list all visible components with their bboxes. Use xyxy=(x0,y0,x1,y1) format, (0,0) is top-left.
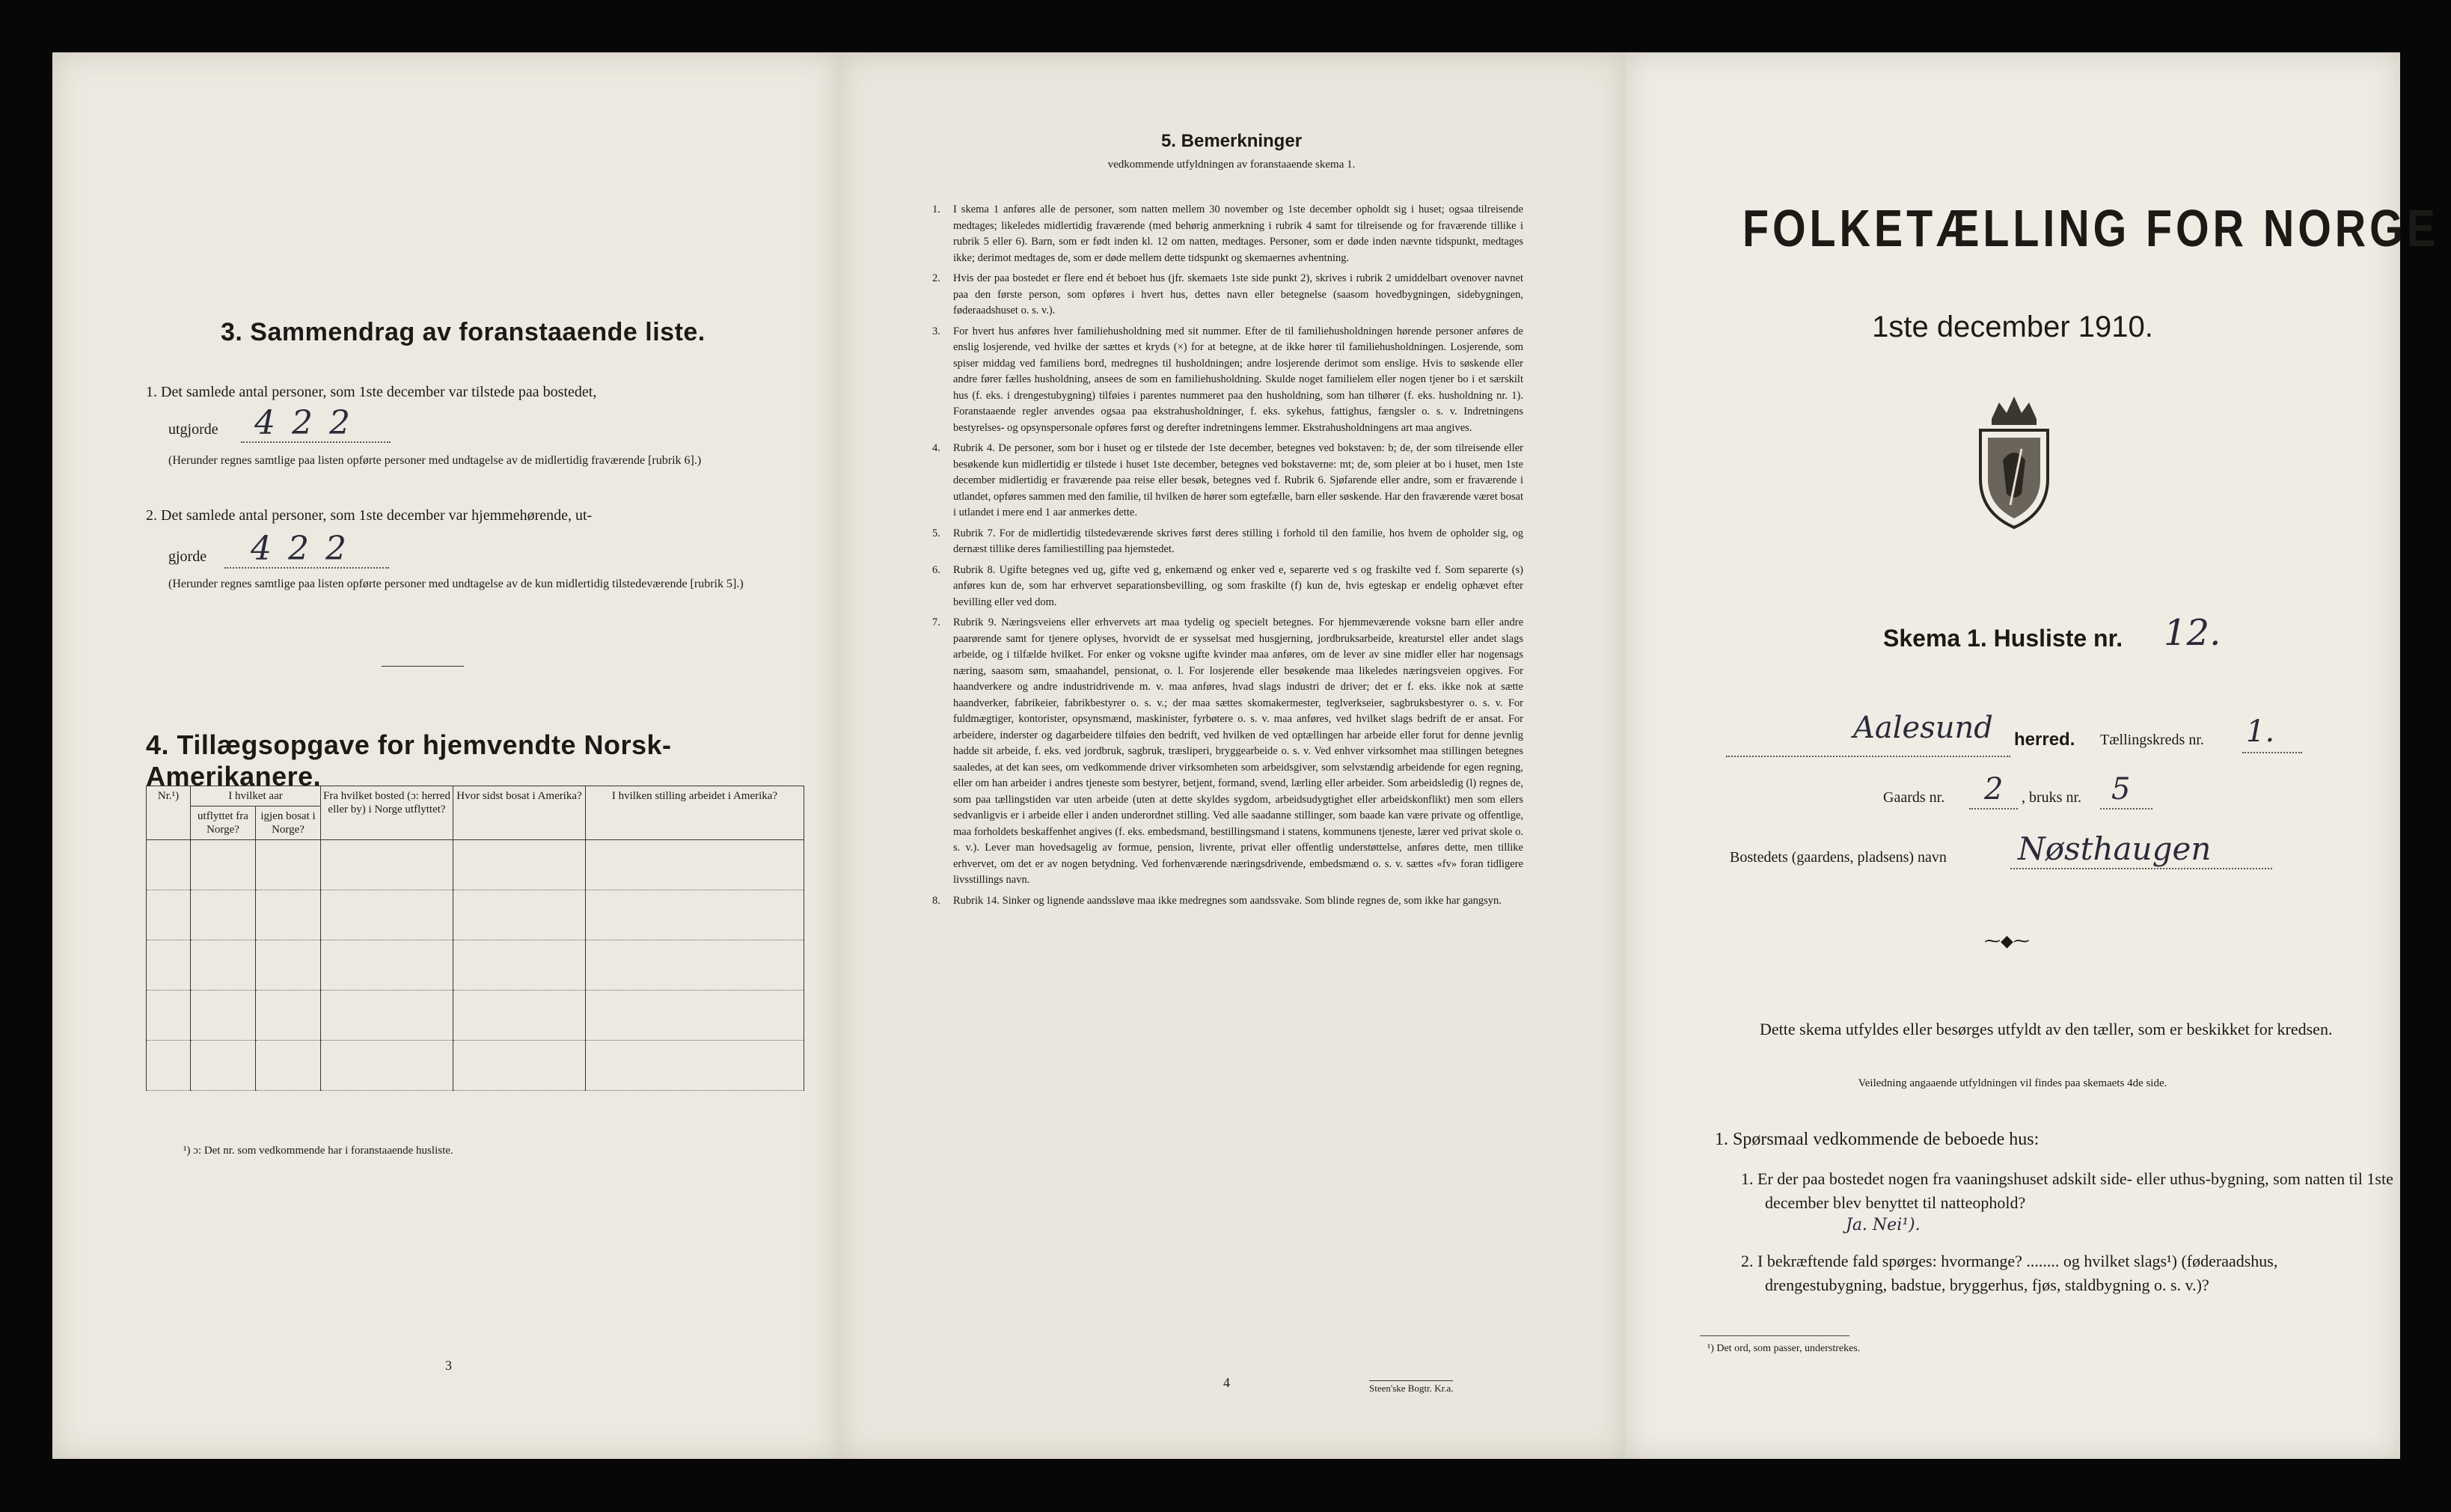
bemerkning-text: Hvis der paa bostedet er flere end ét beboet hus (jfr. skemaets 1ste side punkt 2), skrives i rubrik 2 umiddelbart ovenover navnet paa den første person, som opføres i hvert hus, dettes navn eller betegnelse (saasom hovedbygningen, sidebygningen, føderaadshuset o. s. v.). xyxy=(953,272,1523,316)
herred-value: Aalesund xyxy=(1853,711,1993,745)
table-row xyxy=(147,840,804,890)
kreds-label: Tællingskreds nr. xyxy=(2100,732,2204,748)
skema-value: 12. xyxy=(2164,612,2221,654)
bemerkning-number: 1. xyxy=(932,203,940,215)
header-col3: Fra hvilket bosted (ɔ: herred eller by) i Norge utflyttet? xyxy=(321,786,453,840)
item2-value: 4 2 2 xyxy=(251,530,349,568)
bosted-line xyxy=(2010,868,2272,869)
section4-title: 4. Tillægsopgave for hjemvendte Norsk-Amerikanere. xyxy=(146,729,672,792)
question-2: 2. I bekræftende fald spørges: hvormange? ........ og hvilket slags¹) (føderaadshus, drengestubygning, badstue, bryggerhus, fjøs, staldbygning o. s. v.)? xyxy=(1741,1252,2278,1294)
header-col5: I hvilken stilling arbeidet i Amerika? xyxy=(586,786,804,840)
item2-note: (Herunder regnes samtlige paa listen opførte personer med undtagelse av de kun midlertidig tilstedeværende [rubrik 5].) xyxy=(168,578,744,590)
skema-label: Skema 1. Husliste nr. xyxy=(1883,625,2123,652)
bemerkning-item xyxy=(932,563,1523,611)
herred-label: herred. xyxy=(2014,729,2075,750)
bemerkninger-list xyxy=(932,202,1523,913)
item1-text: 1. Det samlede antal personer, som 1ste december var tilstede paa bostedet, xyxy=(146,384,597,400)
intro-note: Veiledning angaaende utfyldningen vil findes paa skemaets 4de side. xyxy=(1858,1077,2167,1089)
bemerkning-number: 8. xyxy=(932,894,940,907)
main-title: FOLKETÆLLING FOR NORGE xyxy=(1742,199,2439,257)
gaards-line xyxy=(1969,808,2018,809)
bosted-value: Nøsthaugen xyxy=(2018,830,2212,867)
kreds-line xyxy=(2242,752,2302,753)
item1-note: (Herunder regnes samtlige paa listen opførte personer med undtagelse av de midlertidig fraværende [rubrik 6].) xyxy=(168,454,702,467)
bosted-label: Bostedets (gaardens, pladsens) navn xyxy=(1730,849,1947,866)
bruks-line xyxy=(2100,808,2152,809)
bemerkning-item xyxy=(932,324,1523,437)
bemerkning-text: Rubrik 4. De personer, som bor i huset og er tilstede der 1ste december, betegnes ved bokstaven: b; de, der som tilreisende eller besøkende kun midlertidig er tilstede i huset 1ste december, betegnes ved bokstaverne: mt; de, som pleier at bo i huset, men 1ste december midlertidig er fraværende paa reise eller besøk, betegnes ved f. Rubrik 6. Sjøfarende eller andre, som er fraværende i utlandet, opføres sammen med den familie, til hvilken de hører som egtefælle, barn eller søskende. Har den fraværende været bosat i utlandet i mere end 1 aar anmerkes dette. xyxy=(953,442,1523,518)
item1-line xyxy=(241,441,391,443)
bemerkning-number: 2. xyxy=(932,272,940,284)
divider xyxy=(382,666,464,667)
item2-line xyxy=(224,567,389,569)
table-row xyxy=(147,940,804,991)
coat-of-arms-icon xyxy=(1969,389,2059,531)
header-col1: utflyttet fra Norge? xyxy=(191,806,256,840)
printer-mark: Steen'ske Bogtr. Kr.a. xyxy=(1369,1380,1453,1395)
bemerkning-number: 6. xyxy=(932,563,940,576)
bruks-value: 5 xyxy=(2111,772,2131,806)
table-row xyxy=(147,1041,804,1091)
bemerkning-item xyxy=(932,271,1523,319)
header-group: I hvilket aar xyxy=(191,786,321,806)
ornament-icon: ⁓◆⁓ xyxy=(1984,931,2030,950)
q-heading: 1. Spørsmaal vedkommende de beboede hus: xyxy=(1715,1130,2040,1149)
gaards-label: Gaards nr. xyxy=(1883,789,1945,806)
page-number: 4 xyxy=(1223,1375,1230,1390)
item1-value: 4 2 2 xyxy=(254,404,353,442)
bemerkning-number: 4. xyxy=(932,442,940,454)
bemerkning-item xyxy=(932,526,1523,558)
section3-title: 3. Sammendrag av foranstaaende liste. xyxy=(221,318,706,346)
census-date: 1ste december 1910. xyxy=(1872,310,2153,343)
footnote: ¹) Det ord, som passer, understrekes. xyxy=(1707,1343,1861,1354)
bemerkning-item xyxy=(932,202,1523,266)
bemerkninger-subtitle: vedkommende utfyldningen av foranstaaende skema 1. xyxy=(1107,159,1356,171)
page-number: 3 xyxy=(445,1358,452,1373)
header-col2: igjen bosat i Norge? xyxy=(256,806,321,840)
item1-lead: utgjorde xyxy=(168,421,218,438)
table-row xyxy=(147,991,804,1041)
footnote: ¹) ɔ: Det nr. som vedkommende har i foranstaaende husliste. xyxy=(183,1145,453,1157)
intro-text: Dette skema utfyldes eller besørges utfyldt av den tæller, som er beskikket for kredsen. xyxy=(1760,1020,2333,1038)
bemerkning-text: Rubrik 7. For de midlertidig tilstedeværende skrives først deres stilling i forhold til den familie, hos hvem de opholder sig, og dernæst tillike deres familiestilling paa hjemstedet. xyxy=(953,527,1523,555)
kreds-value: 1. xyxy=(2246,714,2275,749)
q1-answer: Ja. Nei¹). xyxy=(1846,1216,1921,1234)
page-right xyxy=(1625,52,2439,1459)
bemerkning-item xyxy=(932,893,1523,910)
bemerkning-item xyxy=(932,441,1523,521)
norsk-amerikanere-table xyxy=(146,786,804,1091)
bemerkninger-title: 5. Bemerkninger xyxy=(1160,131,1303,151)
table-row xyxy=(147,890,804,940)
gaards-value: 2 xyxy=(1984,772,2004,806)
bemerkning-text: Rubrik 8. Ugifte betegnes ved ug, gifte ved g, enkemænd og enker ved e, separerte ved s og fraskilte ved f. Som separerte (s) anføres kun de, som har erhvervet separationsbevilling, og som fraskilte (f) kun de, hvis egteskap er endelig ophævet efter bevilling eller ved dom. xyxy=(953,563,1523,608)
bemerkning-number: 5. xyxy=(932,527,940,539)
bemerkning-text: I skema 1 anføres alle de personer, som natten mellem 30 november og 1ste december opholdt sig i huset; ogsaa tilreisende medtages; likeledes midlertidig fraværende (med behørig anmerkning i rubrik 4 samt for tilreisende og for fraværende tillike i rubrik 5 eller 6). Barn, som er født inden kl. 12 om natten, medtages. Personer, som er døde inden nævnte tidspunkt, medtages ikke; derimot medtages de, som er døde mellem dette tidspunkt og skemaernes avhentning. xyxy=(953,203,1523,264)
bemerkning-number: 3. xyxy=(932,325,940,337)
page-middle xyxy=(838,52,1625,1459)
header-nr: Nr.¹) xyxy=(147,786,191,840)
bemerkning-item xyxy=(932,615,1523,889)
item2-text: 2. Det samlede antal personer, som 1ste december var hjemmehørende, ut- xyxy=(146,507,593,524)
bemerkning-text: Rubrik 9. Næringsveiens eller erhvervets art maa tydelig og specielt betegnes. For hjemmeværende voksne barn eller andre paarørende samt for tjenere oplyses, hvorvidt de er sysselsat med husgjerning, jordbruksarbeide, kreaturstel eller andet slags arbeide, og i tilfælde hvilket. For enker og voksne ugifte kvinder maa anføres, om de lever av sine midler eller har nogensags næring, saasom søm, smaahandel, pensionat, o. l. For losjerende eller besøkende maa likeledes næringsveien opgives. For haandverkere og andre industridrivende m. v. maa anføres, hvad slags industri de driver; det er f. eks. ikke nok at sætte haandverker, fabrikeier, fabrikbestyrer o. s. v.; der maa sættes skomakermester, teglverkseier, sagbruksbestyrer o. s. v. For fuldmægtiger, kontorister, opsynsmænd, maskinister, fyrbøtere o. s. v. maa anføres, ved hvilket slags bedrift de er ansat. For arbeidere, inderster og dagarbeidere tilføies den bedrift, ved hvilken de ved optællingen har arbeide eller forut for denne jevnlig hadde sit arbeide, f. eks. ved jordbruk, sagbruk, træsliperi, bryggearbeide o. s. v. Ved enhver virksomhet maa stillingen betegnes saaledes, at det kan sees, om vedkommende driver virksomheten som arbeidsgiver, som selvstændig arbeidende for egen regning, eller om han arbeider i andres tjeneste som bestyrer, betjent, formand, svend, lærling eller arbeider. Som arbeidsledig (l) regnes de, som paa tællingstiden var uten arbeide (uten at dette skyldes sygdom, arbeidsudygtighet eller arbeidskonflikt) men som ellers sedvanligvis er i arbeide eller i anden underordnet stilling. Ved alle saadanne stillinger, som baade kan være private og offentlige, maa forholdets beskaffenhet angives (f. eks. embedsmand, bestillingsmand i statens, kommunens tjeneste, lærer ved privat skole o. s. v.). Lever man hovedsagelig av formue, pension, livrente, privat eller offentlig understøttelse, anføres dette, men tillike erhvervet, om det er av nogen betydning. Ved forhenværende næringsdrivende, embedsmænd o. s. v. sættes «fv» foran tidligere livsstillings navn. xyxy=(953,616,1523,886)
footnote-divider xyxy=(1700,1335,1849,1336)
question-1: 1. Er der paa bostedet nogen fra vaaningshuset adskilt side- eller uthus-bygning, som natten til 1ste december blev benyttet til natteophold? xyxy=(1741,1169,2393,1212)
bemerkning-number: 7. xyxy=(932,616,940,628)
bemerkning-text: For hvert hus anføres hver familiehusholdning med sit nummer. Efter de til familiehusholdningen hørende personer anføres de enslig losjerende, ved hvilke der sættes et kryds (×) for at betegne, at de ikke hører til familiehusholdningen. Losjerende, som spiser middag ved familiens bord, medregnes til husholdningen; andre losjerende derimot som enslige. Hvis to søskende eller andre fører fælles husholdning, ansees de som en familiehusholdning. Skulde noget familielem eller nogen tjener bo i et særskilt hus (f. eks. i drengestubygning) tilføies i parentes nummeret paa den husholdning, som han tilhører (f. eks. husholdning nr. 1). Foranstaaende regler anvendes ogsaa paa ekstrahusholdninger, f. eks. sykehus, fattighus, fængsler o. s. v. Indretningens bestyrelses- og opsynspersonale opføres først og derefter indretningens lemmer. Ekstrahusholdningens art maa angives. xyxy=(953,325,1523,434)
bemerkning-text: Rubrik 14. Sinker og lignende aandssløve maa ikke medregnes som aandssvake. Som blinde regnes de, som ikke har gangsyn. xyxy=(953,894,1502,907)
item2-lead: gjorde xyxy=(168,548,207,565)
bruks-label: , bruks nr. xyxy=(2022,789,2081,806)
page-left xyxy=(52,52,838,1459)
header-col4: Hvor sidst bosat i Amerika? xyxy=(453,786,586,840)
